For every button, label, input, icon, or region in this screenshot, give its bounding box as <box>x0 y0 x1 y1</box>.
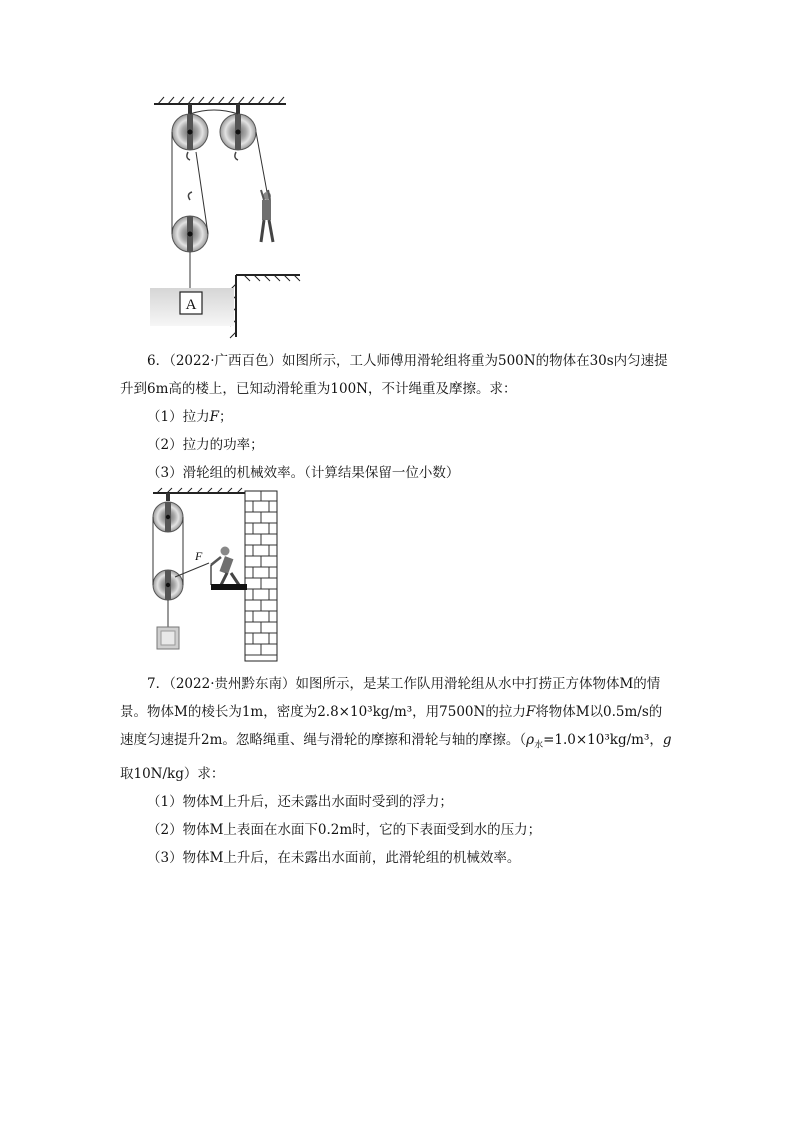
fixed-pulley-right <box>220 114 256 160</box>
q6-sub-3: （3）滑轮组的机械效率。（计算结果保留一位小数） <box>147 465 460 481</box>
q6-sub-1: （1）拉力F； <box>147 409 233 425</box>
question-6 <box>120 347 680 487</box>
brick-wall <box>245 491 277 661</box>
block-a <box>180 292 202 314</box>
movable-pulley-2 <box>153 570 183 600</box>
pulley-figure-2 <box>145 487 285 663</box>
q7-line-1: 7．（2022·贵州黔东南）如图所示，是某工作队用滑轮组从水中打捞正方体物体M的情 <box>147 676 661 692</box>
hanging-object <box>157 627 179 649</box>
movable-pulley <box>172 192 208 252</box>
q7-line-4: 取10N/kg）求： <box>120 765 225 782</box>
q6-sub-2: （2）拉力的功率； <box>147 437 264 453</box>
question-7 <box>120 670 680 872</box>
q7-line-3: 速度匀速提升2m。忽略绳重、绳与滑轮的摩擦和滑轮与轴的摩擦。（$\rho_水=1.0\times 10^3kg/m^3$，g <box>120 732 672 751</box>
q7-sub-2: （2）物体M上表面在水面下0.2m时，它的下表面受到水的压力； <box>147 821 542 838</box>
fixed-pulley-2 <box>153 493 183 532</box>
force-label-f: F <box>195 549 203 563</box>
q7-sub-3: （3）物体M上升后，在未露出水面前，此滑轮组的机械效率。 <box>147 849 521 866</box>
q7-sub-1: （1）物体M上升后，还未露出水面时受到的浮力； <box>147 793 453 810</box>
worker-figure-2 <box>211 547 239 586</box>
block-a-label: A <box>185 297 197 313</box>
pulley-figure-1 <box>140 92 310 342</box>
worker-figure-1 <box>261 190 273 242</box>
q6-line-2: 升到6m高的楼上，已知动滑轮重为100N，不计绳重及摩擦。求： <box>120 381 517 397</box>
ceiling-2 <box>153 488 245 493</box>
platform-ledge <box>230 275 300 338</box>
fixed-pulley-left <box>172 114 208 160</box>
q7-line-2: 景。物体M的棱长为1m，密度为2.8×10³kg/m³，用7500N的拉力F将物体M以0.5m/s的 <box>120 704 663 720</box>
q6-line-1: 6．（2022·广西百色）如图所示，工人师傅用滑轮组将重为500N的物体在30s内匀速提 <box>147 353 668 369</box>
ceiling <box>154 97 286 104</box>
